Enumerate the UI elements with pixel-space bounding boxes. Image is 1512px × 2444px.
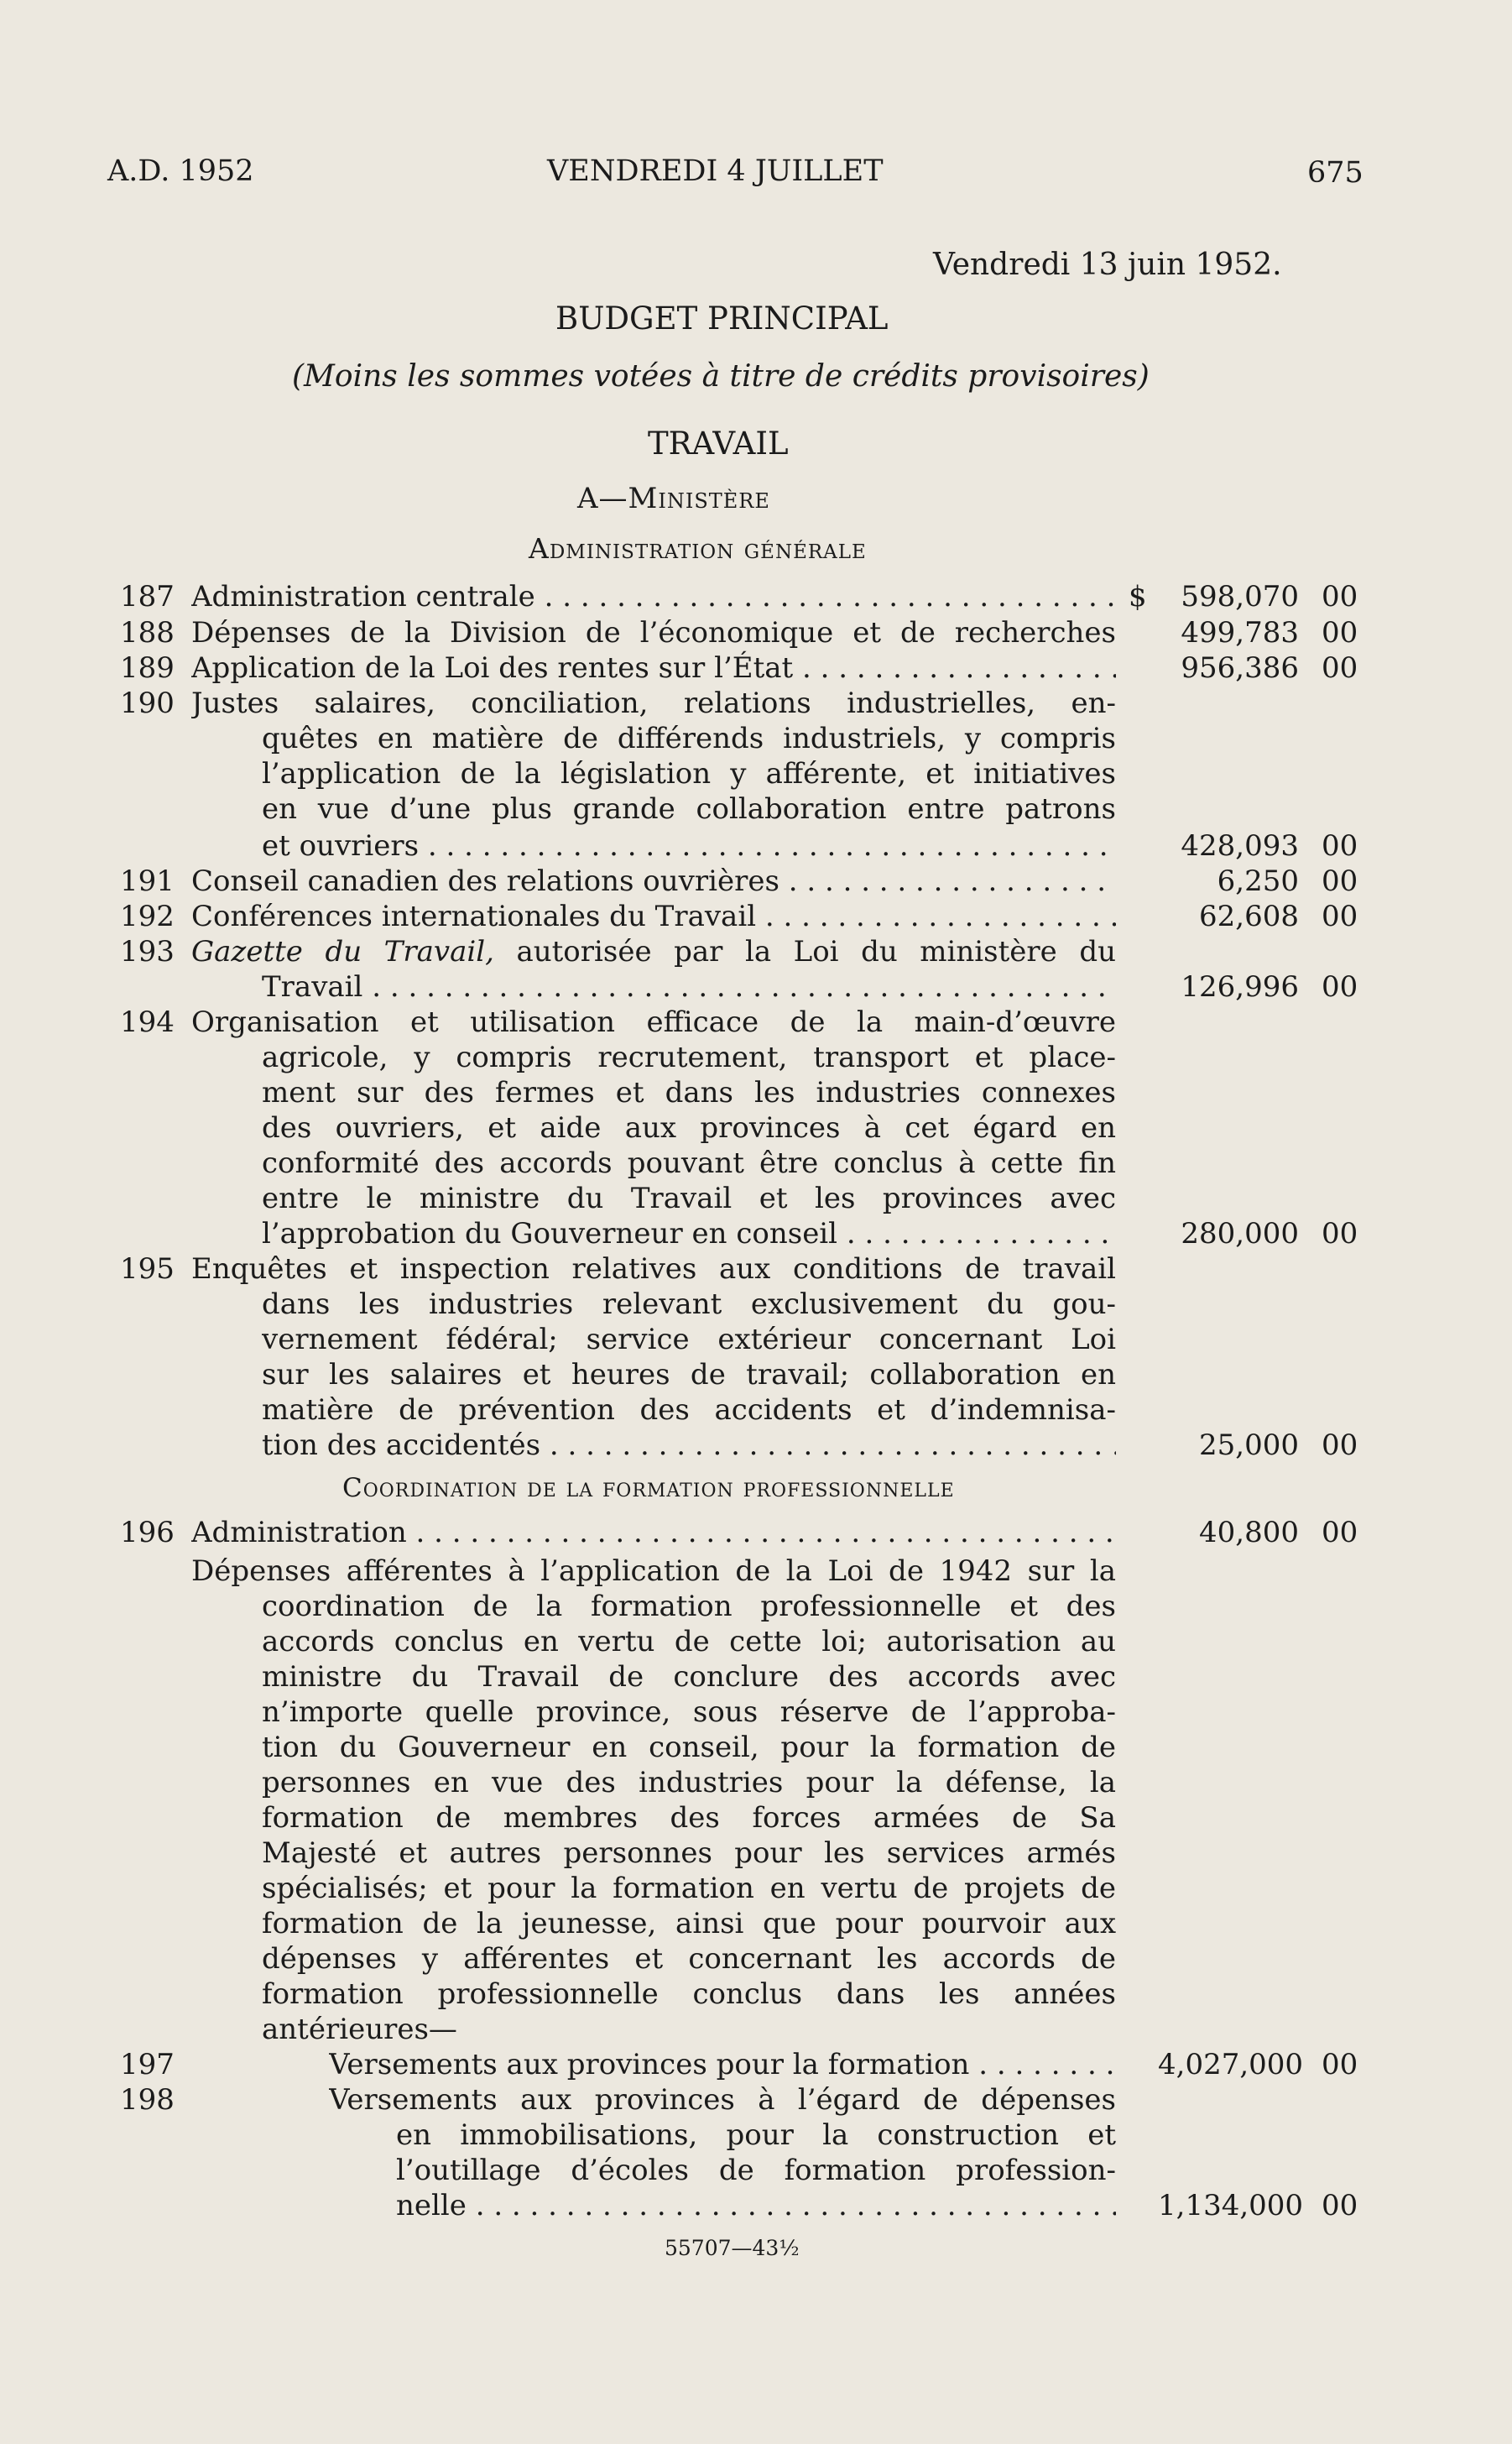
item-cents: 00 [1322,2189,1358,2222]
item-description-line: entre le ministre du Travail et les provinces avec [262,1182,1116,1215]
intro-line: dépenses y afférentes et concernant les accords de [262,1942,1116,1976]
item-amount: 499,783 [1181,616,1299,650]
printer-signature: 55707—43½ [665,2236,800,2260]
item-cents: 00 [1322,580,1358,614]
item-number: 190 [120,687,175,720]
intro-line: ministre du Travail de conclure des accords avec [262,1660,1116,1694]
dollar-sign: $ [1129,580,1147,614]
intro-line: n’importe quelle province, sous réserve de l’approba- [262,1695,1116,1729]
budget-subtitle: (Moins les sommes votées à titre de crédits provisoires) [292,359,1150,394]
item-cents: 00 [1322,970,1358,1004]
intro-line: Dépenses afférentes à l’application de la Loi de 1942 sur la [191,1554,1116,1588]
item-description-line: Versements aux provinces à l’égard de dépenses [329,2083,1116,2117]
item-description-text: autorisée par la Loi du ministère du [493,935,1116,969]
item-number: 195 [120,1252,175,1286]
item-cents: 00 [1322,829,1358,863]
item-amount: 62,608 [1199,900,1299,933]
item-number: 194 [120,1005,175,1039]
item-description: Conseil canadien des relations ouvrières . . . [191,864,1116,899]
intro-line: formation professionnelle conclus dans les années [262,1977,1116,2011]
intro-line: coordination de la formation professionnelle et des [262,1590,1116,1623]
item-description-line: l’application de la législation y afférente, et initiatives [262,757,1116,791]
item-cents: 00 [1322,2048,1358,2081]
item-description: Versements aux provinces pour la formation . . . [329,2047,1116,2082]
item-description: Dépenses de la Division de l’économique et de recherches [191,616,1116,650]
item-description-line: en vue d’une plus grande collaboration entre patrons [262,792,1116,826]
item-amount: 40,800 [1199,1516,1299,1549]
item-description-line: sur les salaires et heures de travail; collaboration en [262,1358,1116,1392]
item-description-line: tion des accidentés . . . [262,1428,1116,1463]
item-description: Administration . . . [191,1515,1116,1550]
item-amount: 25,000 [1199,1428,1299,1462]
budget-title: BUDGET PRINCIPAL [555,300,889,337]
item-description-line: et ouvriers . . . [262,828,1116,864]
intro-line: formation de la jeunesse, ainsi que pour pourvoir aux [262,1907,1116,1940]
item-cents: 00 [1322,1428,1358,1462]
item-description-line: Enquêtes et inspection relatives aux conditions de travail [191,1252,1116,1286]
item-number: 193 [120,935,175,969]
item-description-line: dans les industries relevant exclusivement du gou- [262,1287,1116,1321]
item-number: 189 [120,651,175,685]
subsection-heading-training: Coordination de la formation professionnelle [342,1473,955,1503]
intro-line: spécialisés; et pour la formation en vertu de projets de [262,1872,1116,1905]
item-cents: 00 [1322,864,1358,898]
item-description-line: en immobilisations, pour la construction et [396,2118,1116,2152]
page-number: 675 [1307,156,1363,190]
item-cents: 00 [1322,616,1358,650]
item-description-line [191,934,1116,969]
item-description-line: agricole, y compris recrutement, transport et place- [262,1041,1116,1074]
item-amount: 1,134,000 [1158,2189,1304,2222]
item-description-line: Justes salaires, conciliation, relations industrielles, en- [191,687,1116,720]
item-amount: 956,386 [1181,651,1299,685]
item-amount: 126,996 [1181,970,1299,1004]
intro-line: antérieures— [262,2013,457,2046]
item-amount: 6,250 [1217,864,1299,898]
item-cents: 00 [1322,1516,1358,1549]
item-number: 198 [120,2083,175,2117]
item-description-line: l’outillage d’écoles de formation profession- [396,2154,1116,2187]
item-number: 187 [120,580,175,614]
item-number: 197 [120,2048,175,2081]
item-description-line: conformité des accords pouvant être conclus à cette fin [262,1146,1116,1180]
item-description-line: des ouvriers, et aide aux provinces à cet égard en [262,1111,1116,1145]
item-number: 196 [120,1516,175,1549]
item-cents: 00 [1322,900,1358,933]
header-year: A.D. 1952 [107,154,254,188]
intro-line: Majesté et autres personnes pour les services armés [262,1836,1116,1870]
item-amount: 280,000 [1181,1217,1299,1251]
intro-line: tion du Gouverneur en conseil, pour la formation de [262,1731,1116,1764]
item-amount: 4,027,000 [1158,2048,1304,2081]
intro-line: accords conclus en vertu de cette loi; autorisation au [262,1625,1116,1658]
item-description: Application de la Loi des rentes sur l’État . . . [191,650,1116,686]
header-date: VENDREDI 4 JUILLET [547,154,884,188]
subsection-heading-admin: Administration générale [529,532,867,565]
item-description-line: ment sur des fermes et dans les industries connexes [262,1076,1116,1110]
gazette-title: Gazette du Travail, [191,935,494,969]
item-description-line: matière de prévention des accidents et d’indemnisa- [262,1393,1116,1427]
item-number: 192 [120,900,175,933]
item-number: 191 [120,864,175,898]
item-amount: 598,070 [1181,580,1299,614]
item-description-line: Travail . . . [262,969,1116,1005]
item-description: Administration centrale . . . [191,579,1116,614]
department-heading: TRAVAIL [648,426,789,462]
item-description-line: nelle . . . [396,2188,1116,2223]
item-description: Conférences internationales du Travail . . . [191,899,1116,934]
item-cents: 00 [1322,651,1358,685]
item-description-line: l’approbation du Gouverneur en conseil . . . [262,1216,1116,1251]
date-line: Vendredi 13 juin 1952. [933,248,1282,282]
item-amount: 428,093 [1181,829,1299,863]
intro-line: formation de membres des forces armées de Sa [262,1801,1116,1835]
item-description-line: quêtes en matière de différends industriels, y compris [262,722,1116,755]
section-heading: A—Ministère [577,482,770,515]
intro-line: personnes en vue des industries pour la défense, la [262,1766,1116,1799]
item-number: 188 [120,616,175,650]
item-description-line: vernement fédéral; service extérieur concernant Loi [262,1323,1116,1356]
item-description-line: Organisation et utilisation efficace de la main-d’œuvre [191,1005,1116,1039]
item-cents: 00 [1322,1217,1358,1251]
